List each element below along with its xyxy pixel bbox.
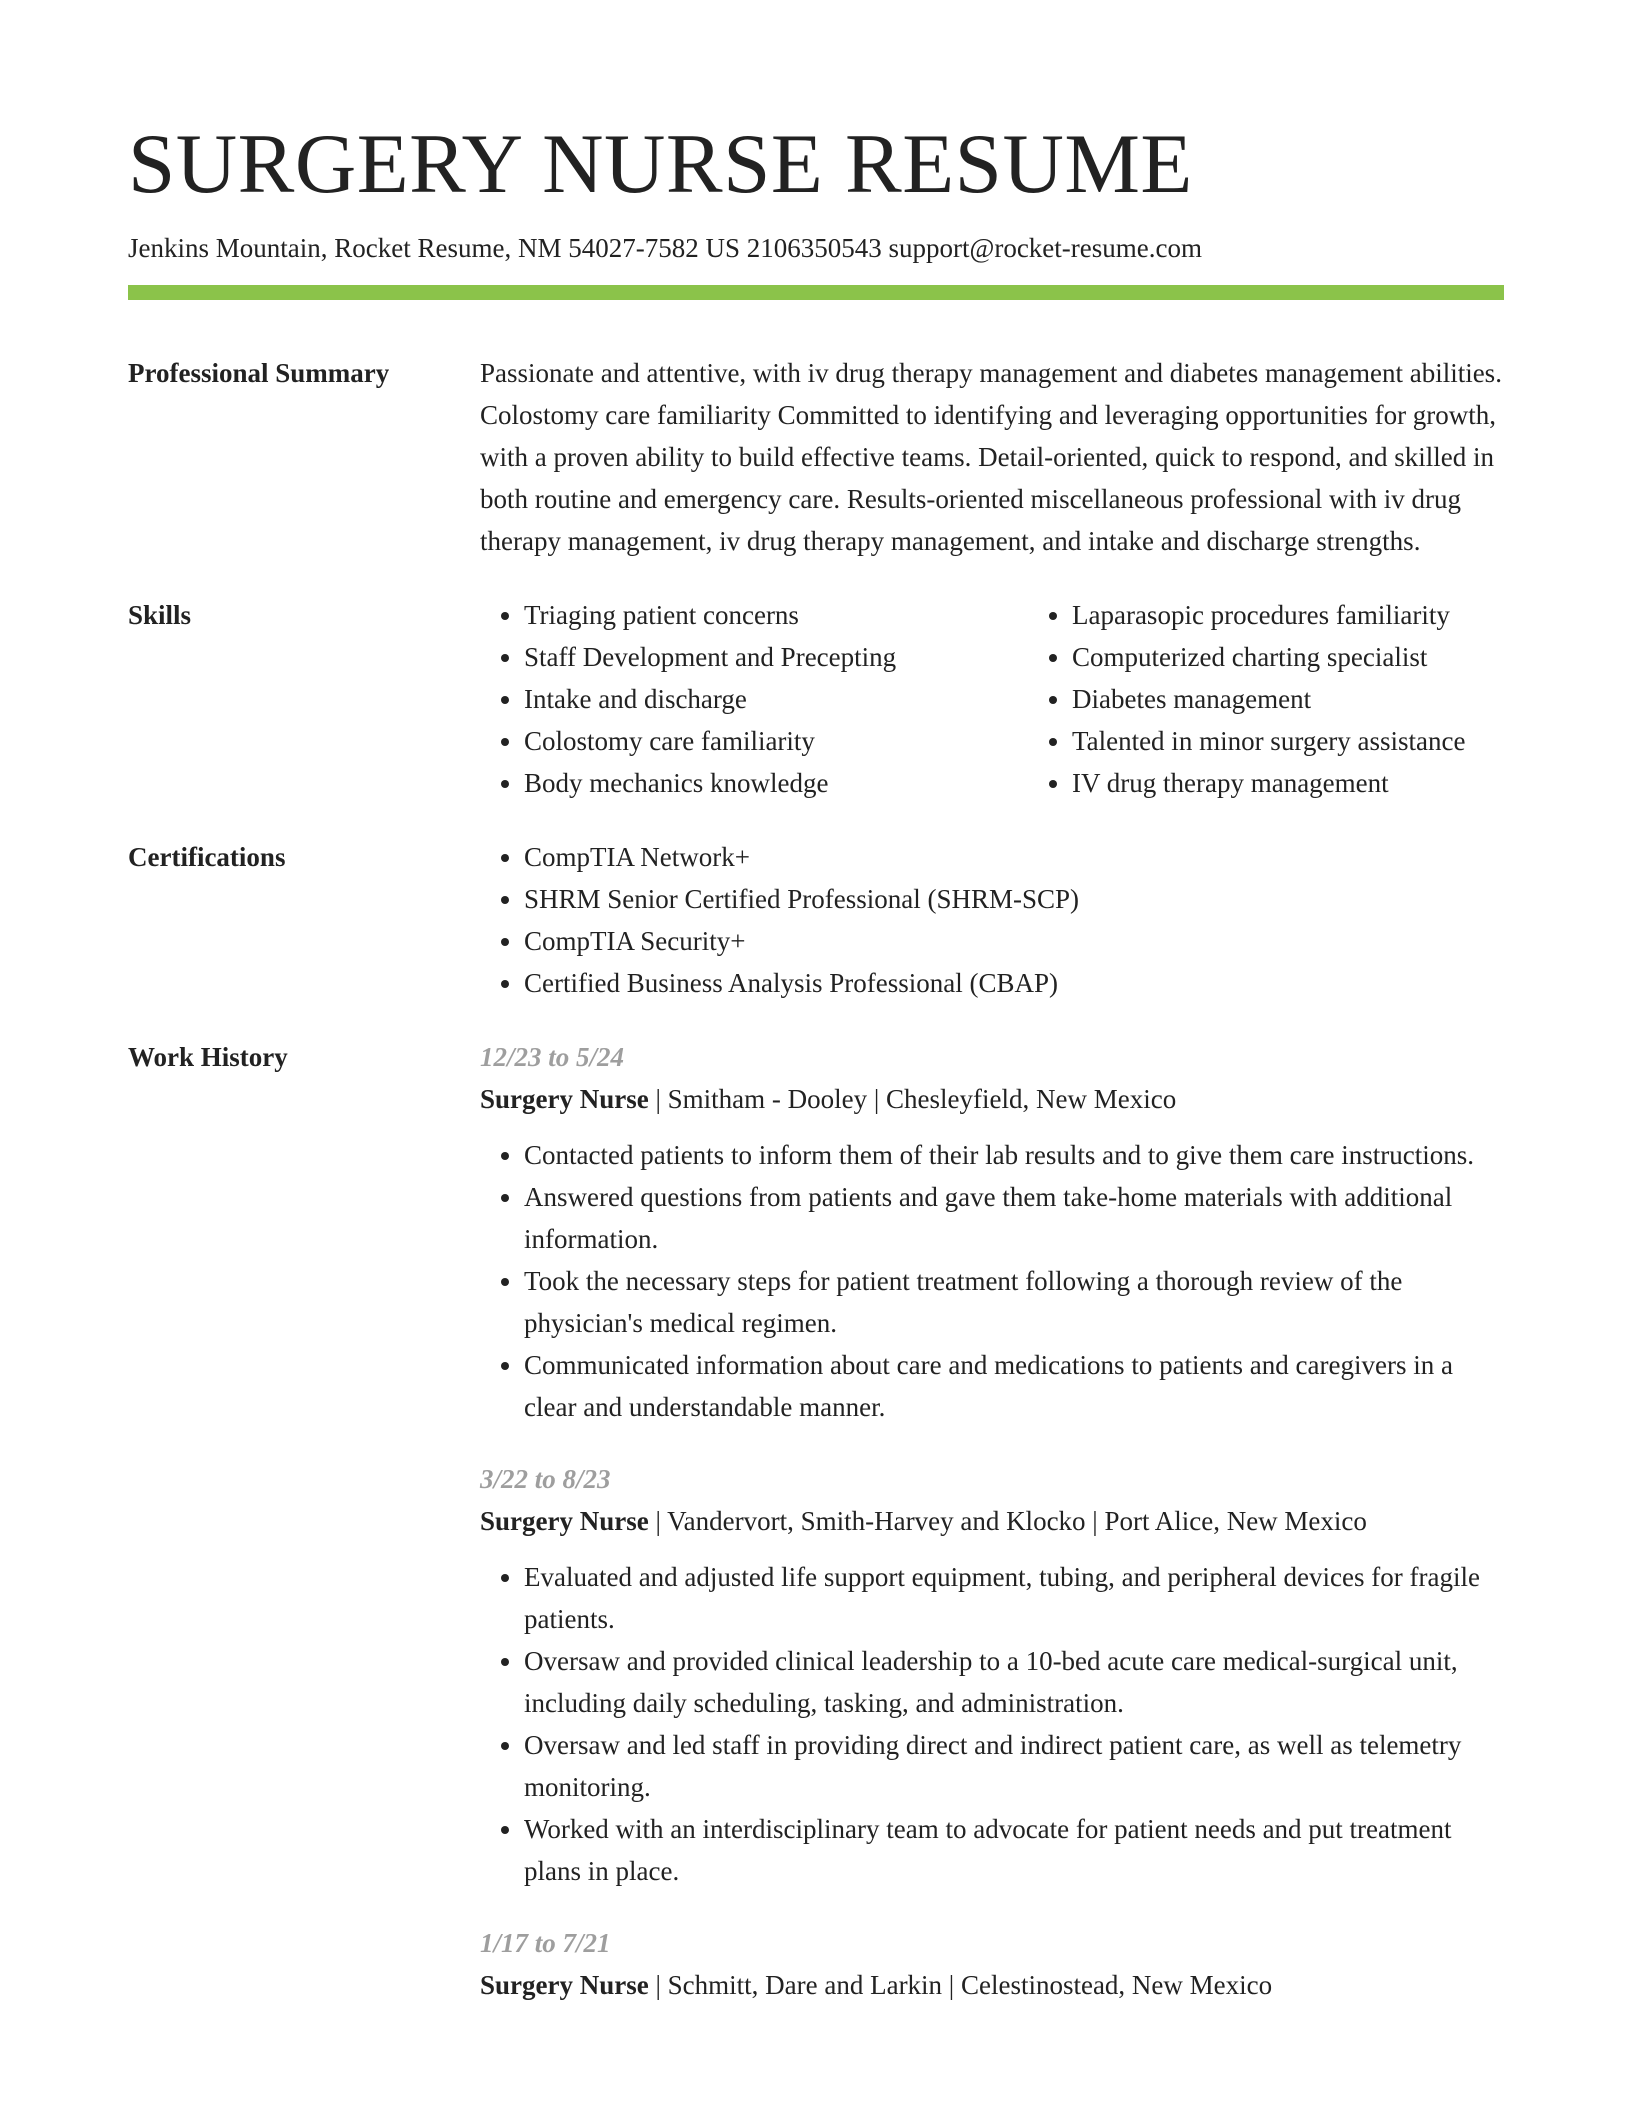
- skill-item: • Triaging patient concerns: [524, 594, 1028, 636]
- job-title-line: [480, 1964, 1504, 2006]
- certification-item: • CompTIA Network+: [524, 836, 1504, 878]
- job-employer-location: | Smitham - Dooley | Chesleyfield, New Mexico: [648, 1084, 1177, 1114]
- section-label: Skills: [128, 600, 192, 630]
- section-body: [480, 1036, 1504, 2036]
- section-work-history: [128, 1036, 1504, 2036]
- accent-divider: [128, 285, 1504, 300]
- skill-item: • Laparasopic procedures familiarity: [1072, 594, 1504, 636]
- job-bullet: • Communicated information about care and medications to patients and caregivers in a clear and understandable manner.: [524, 1344, 1504, 1428]
- resume-content: [128, 352, 1504, 2068]
- certification-item: • Certified Business Analysis Professional (CBAP): [524, 962, 1504, 1004]
- job-entry: [480, 1036, 1504, 1428]
- skill-item: • IV drug therapy management: [1072, 762, 1504, 804]
- section-body: [480, 352, 1504, 562]
- job-title: Surgery Nurse: [480, 1970, 649, 2000]
- job-entry: [480, 1458, 1504, 1892]
- certifications-list: [480, 836, 1504, 1004]
- job-dates: 3/22 to 8/23: [480, 1464, 611, 1494]
- section-label: Professional Summary: [128, 358, 390, 388]
- job-bullet: • Oversaw and led staff in providing direct and indirect patient care, as well as telemetry monitoring.: [524, 1724, 1504, 1808]
- job-title: Surgery Nurse: [480, 1506, 649, 1536]
- skill-item: • Talented in minor surgery assistance: [1072, 720, 1504, 762]
- job-dates: 12/23 to 5/24: [480, 1042, 625, 1072]
- certification-item: • CompTIA Security+: [524, 920, 1504, 962]
- skills-list-left: [480, 594, 1028, 804]
- job-title-line: [480, 1078, 1504, 1120]
- job-title: Surgery Nurse: [480, 1084, 649, 1114]
- contact-line: Jenkins Mountain, Rocket Resume, NM 54027-7582 US 2106350543 support@rocket-resume.com: [128, 232, 1202, 263]
- job-title-line: [480, 1500, 1504, 1542]
- job-bullet: • Took the necessary steps for patient treatment following a thorough review of the physician's medical regimen.: [524, 1260, 1504, 1344]
- section-label: Work History: [128, 1042, 288, 1072]
- job-bullets: [480, 1134, 1504, 1428]
- skills-list-right: [1028, 594, 1504, 804]
- job-bullet: • Worked with an interdisciplinary team to advocate for patient needs and put treatment plans in place.: [524, 1808, 1504, 1892]
- skill-item: • Staff Development and Precepting: [524, 636, 1028, 678]
- skill-item: • Body mechanics knowledge: [524, 762, 1028, 804]
- skill-item: • Diabetes management: [1072, 678, 1504, 720]
- job-bullet: • Contacted patients to inform them of their lab results and to give them care instructions.: [524, 1134, 1504, 1176]
- job-employer-location: | Schmitt, Dare and Larkin | Celestinostead, New Mexico: [648, 1970, 1273, 2000]
- job-employer-location: | Vandervort, Smith-Harvey and Klocko | Port Alice, New Mexico: [648, 1506, 1367, 1536]
- section-professional-summary: [128, 352, 1504, 562]
- skill-item: • Computerized charting specialist: [1072, 636, 1504, 678]
- section-body: [480, 836, 1504, 1004]
- summary-text: Passionate and attentive, with iv drug therapy management and diabetes management abilities. Colostomy care familiarity Committed to identifying and leveraging opportunities for growth, with a proven ability to build effective teams. Detail-oriented, quick to respond, and skilled in both routine and emergency care. Results-oriented miscellaneous professional with iv drug therapy management, iv drug therapy management, and intake and discharge strengths.: [480, 358, 1502, 556]
- job-bullets: [480, 1556, 1504, 1892]
- skill-item: • Intake and discharge: [524, 678, 1028, 720]
- job-entry: [480, 1922, 1504, 2006]
- job-dates: 1/17 to 7/21: [480, 1928, 611, 1958]
- skills-grid: [480, 594, 1504, 804]
- job-bullet: • Oversaw and provided clinical leadership to a 10-bed acute care medical-surgical unit, including daily scheduling, tasking, and administration.: [524, 1640, 1504, 1724]
- job-bullet: • Answered questions from patients and gave them take-home materials with additional information.: [524, 1176, 1504, 1260]
- resume-title: SURGERY NURSE RESUME: [128, 117, 1193, 211]
- certification-item: • SHRM Senior Certified Professional (SHRM-SCP): [524, 878, 1504, 920]
- section-skills: [128, 594, 1504, 804]
- skill-item: • Colostomy care familiarity: [524, 720, 1028, 762]
- section-label: Certifications: [128, 842, 286, 872]
- resume-header: [128, 118, 1504, 264]
- section-certifications: [128, 836, 1504, 1004]
- job-bullet: • Evaluated and adjusted life support equipment, tubing, and peripheral devices for fragile patients.: [524, 1556, 1504, 1640]
